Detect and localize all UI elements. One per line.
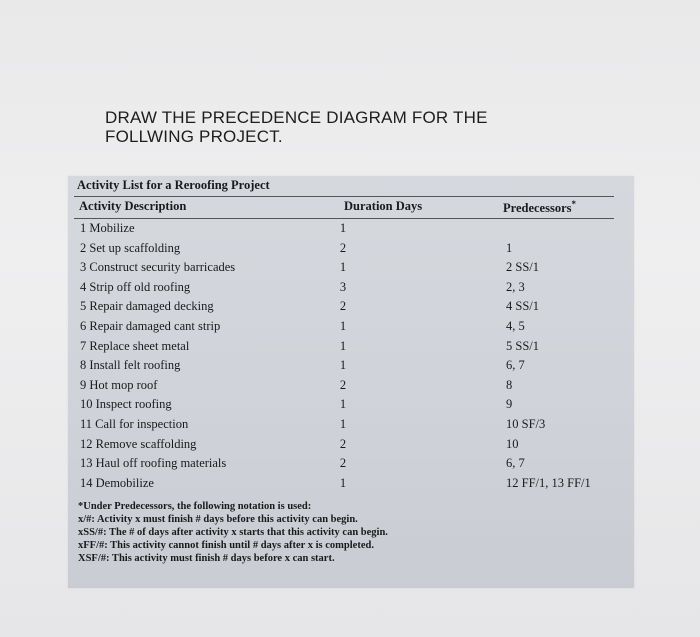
activity-description-cell: 2 Set up scaffolding [80,240,181,255]
note-line: x/#: Activity x must finish # days before this activity can begin. [78,514,358,525]
note-line: XSF/#: This activity must finish # days before x can start. [78,553,335,564]
heading-line-2: FOLLWING PROJECT. [105,127,283,146]
activity-description-cell: 14 Demobilize [80,475,154,490]
duration-cell: 2 [339,456,347,471]
duration-cell: 1 [339,358,347,373]
predecessors-cell: 9 [506,397,513,412]
duration-cell: 2 [339,299,347,314]
column-header-description: Activity Description [79,199,187,213]
table-row [0,299,700,318]
predecessors-header-label: Predecessors [503,201,572,216]
duration-cell: 3 [339,279,347,294]
activity-description-cell: 1 Mobilize [80,221,135,235]
predecessors-cell: 6, 7 [506,456,525,471]
table-row [0,339,700,358]
duration-cell: 1 [339,260,347,275]
column-header-duration: Duration Days [344,199,423,213]
table-row [0,476,700,495]
table-row [0,437,700,456]
activity-description-cell: 6 Repair damaged cant strip [80,319,221,333]
heading-line-1: DRAW THE PRECEDENCE DIAGRAM FOR THE [105,108,488,127]
duration-cell: 1 [339,475,347,490]
page-heading [105,108,488,146]
table-row [0,358,700,377]
predecessors-cell: 2 SS/1 [506,260,540,275]
note-line: xSS/#: The # of days after activity x starts that this activity can begin. [78,527,388,538]
activity-description-cell: 10 Inspect roofing [80,397,172,412]
predecessors-cell: 2, 3 [506,279,525,294]
predecessors-cell: 8 [506,377,513,392]
activity-description-cell: 7 Replace sheet metal [80,338,190,353]
predecessors-cell: 12 FF/1, 13 FF/1 [506,475,591,490]
duration-cell: 1 [339,319,347,333]
column-header-predecessors [503,199,576,216]
predecessors-cell: 10 [506,436,519,451]
predecessors-cell: 4, 5 [506,319,525,333]
notation-notes [78,500,388,565]
predecessors-cell: 6, 7 [506,358,525,373]
table-row [0,417,700,436]
caption-rule [74,196,614,197]
header-rule [74,218,614,219]
duration-cell: 2 [339,240,347,255]
duration-cell: 1 [339,417,347,431]
predecessors-cell: 1 [506,240,513,255]
activity-description-cell: 4 Strip off old roofing [80,279,191,294]
predecessors-footnote-mark: * [571,199,576,209]
note-line: *Under Predecessors, the following notation is used: [78,501,312,512]
activity-description-cell: 13 Haul off roofing materials [80,456,227,471]
table-row [0,378,700,397]
activity-description-cell: 12 Remove scaffolding [80,436,197,451]
note-line: xFF/#: This activity cannot finish until # days after x is completed. [78,540,374,551]
table-caption: Activity List for a Reroofing Project [77,178,270,192]
table-row [0,221,700,240]
duration-cell: 1 [339,221,347,235]
duration-cell: 1 [339,397,347,412]
predecessors-cell: 10 SF/3 [506,417,546,431]
table-row [0,280,700,299]
predecessors-cell: 5 SS/1 [506,338,540,353]
table-row [0,260,700,279]
activity-description-cell: 9 Hot mop roof [80,377,158,392]
table-row [0,319,700,338]
activity-description-cell: 5 Repair damaged decking [80,299,214,314]
duration-cell: 2 [339,377,347,392]
table-row [0,241,700,260]
activity-description-cell: 8 Install felt roofing [80,358,181,373]
activity-description-cell: 3 Construct security barricades [80,260,236,275]
duration-cell: 1 [339,338,347,353]
duration-cell: 2 [339,436,347,451]
table-row [0,456,700,475]
table-row [0,397,700,416]
activity-description-cell: 11 Call for inspection [80,417,189,431]
predecessors-cell: 4 SS/1 [506,299,540,314]
